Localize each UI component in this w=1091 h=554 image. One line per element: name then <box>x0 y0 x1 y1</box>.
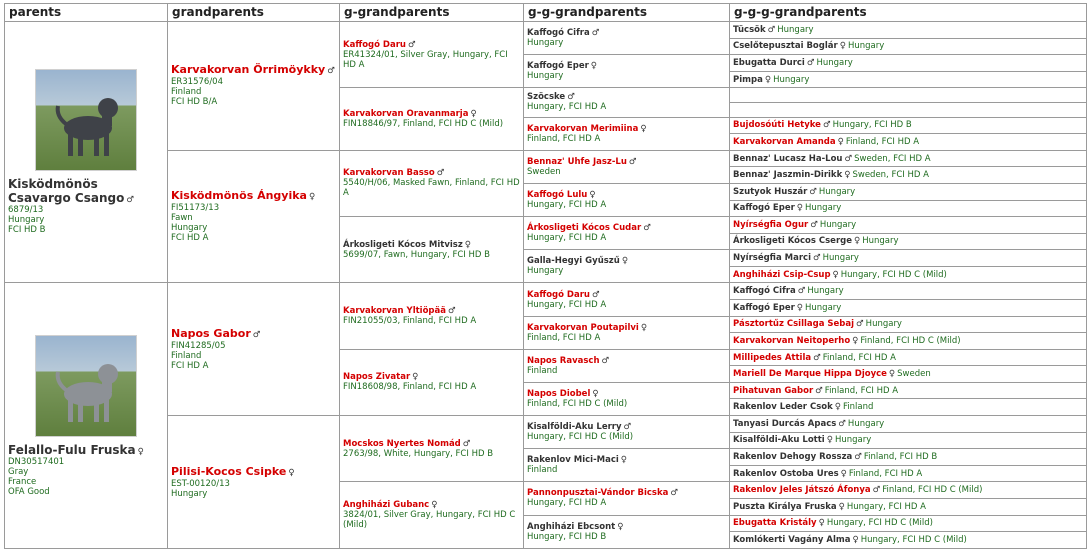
g-g-grandparent-cell <box>524 183 730 216</box>
dog-details: Hungary <box>822 253 859 264</box>
grandparent-cell <box>168 150 340 283</box>
dog-name-line <box>171 328 336 341</box>
sex-symbol: ♀ <box>592 388 599 399</box>
dog-name: Puszta Királya Fruska <box>733 501 837 512</box>
dog-detail: FCI HD A <box>171 233 209 244</box>
dog-name: Árkosligeti Kócos Cserge <box>733 236 852 247</box>
dog-name: Tanyasi Durcás Apacs <box>733 418 837 429</box>
dog-detail: Fawn <box>171 213 193 224</box>
pedigree-row <box>5 416 1087 433</box>
dog-name: Árkosligeti Kócos Mitvisz <box>343 239 463 250</box>
sex-symbol: ♀ <box>826 435 833 446</box>
dog-details: Hungary <box>777 24 814 35</box>
dog-detail: DN30517401 <box>8 456 65 467</box>
dog-photo <box>35 69 137 171</box>
g-g-grandparent-cell <box>524 416 730 449</box>
dog-details: Hungary, FCI HD C (Mild) <box>840 269 947 280</box>
dog-details: Finland, FCI HD C (Mild) <box>882 485 983 496</box>
g-g-g-grandparent-cell <box>730 399 1087 416</box>
dog-name: Szutyok Huszár <box>733 186 808 197</box>
parent-cell <box>5 283 168 549</box>
dog-detail: FIN41285/05 <box>171 340 226 351</box>
dog-name: Ebugatta Kristály <box>733 518 817 529</box>
dog-name-line <box>343 40 520 50</box>
dog-details: Hungary <box>819 219 857 230</box>
sex-symbol: ♀ <box>764 74 772 85</box>
dog-details: Hungary <box>816 57 853 68</box>
dog-name: Napos Diobel <box>527 388 591 399</box>
sex-symbol: ♂ <box>591 28 600 39</box>
sex-symbol: ♂ <box>854 452 862 462</box>
g-g-g-grandparent-cell <box>730 432 1087 449</box>
dog-name: Karvakorvan Yltiöpää <box>343 306 446 317</box>
dog-details: Hungary, FCI HD A <box>527 299 607 310</box>
dog-details: Finland <box>527 465 558 476</box>
dog-name-line <box>343 109 520 119</box>
dog-details: Hungary, FCI HD A <box>527 102 607 113</box>
dog-name-line <box>171 466 336 479</box>
dog-name: Kaffogó Eper <box>733 203 795 214</box>
dog-details: Hungary <box>834 435 872 446</box>
dog-details: Hungary <box>805 302 842 313</box>
dog-name-line <box>527 28 726 38</box>
dog-name: Karvakorvan Oravanmarja <box>343 109 469 120</box>
dog-details: Hungary, FCI HD A <box>846 501 926 512</box>
sex-symbol: ♀ <box>640 123 647 134</box>
sex-symbol: ♂ <box>813 352 821 363</box>
dog-details: 2763/98, White, Hungary, FCI HD B <box>343 448 494 459</box>
dog-details: Hungary <box>527 266 564 277</box>
dog-name: Bennaz' Jaszmin-Dirikk <box>733 170 843 181</box>
parent-cell <box>5 22 168 283</box>
header-parents: parents <box>5 4 168 22</box>
dog-name: Kisködmönös Csavargo Csango <box>8 177 125 206</box>
g-g-g-grandparent-cell <box>730 449 1087 466</box>
dog-detail: Hungary <box>8 215 45 226</box>
sex-symbol: ♀ <box>852 535 859 546</box>
dog-details: Hungary, FCI HD A <box>527 200 607 211</box>
dog-details: Hungary, FCI HD A <box>527 233 607 244</box>
dog-name: Szöcske <box>527 92 566 103</box>
dog-detail: FCI HD A <box>171 360 209 371</box>
dog-details: Sweden <box>897 369 931 380</box>
g-g-grandparent-cell <box>524 382 730 415</box>
sex-symbol: ♂ <box>628 156 637 167</box>
dog-name-line <box>171 64 336 77</box>
g-g-g-grandparent-cell <box>730 71 1087 88</box>
dog-name: Rakenlov Jeles Játszó Áfonya <box>733 485 871 496</box>
dog-details: FIN18608/98, Finland, FCI HD A <box>343 382 477 393</box>
dog-name: Anghiházi Ebcsont <box>527 521 616 532</box>
dog-name: Rakenlov Leder Csok <box>733 402 833 413</box>
dog-name: Rakenlov Mici-Maci <box>527 455 619 466</box>
g-g-grandparent-cell <box>524 482 730 515</box>
g-g-grandparent-cell <box>524 55 730 88</box>
header-grandparents: grandparents <box>168 4 340 22</box>
g-g-grandparent-cell <box>524 283 730 316</box>
dog-name-line <box>527 190 726 200</box>
sex-symbol: ♂ <box>670 488 678 499</box>
dog-detail: FCI HD B <box>8 225 46 236</box>
dog-name-line <box>8 443 164 457</box>
sex-symbol: ♀ <box>834 402 841 413</box>
sex-symbol: ♀ <box>431 500 438 511</box>
g-grandparent-cell <box>340 349 524 415</box>
dog-name: Komlókerti Vagány Alma <box>733 535 851 546</box>
dog-detail: OFA Good <box>8 486 50 497</box>
dog-name: Cselőtepusztai Boglár <box>733 41 838 52</box>
dog-name: Pásztortűz Csillaga Sebaj <box>733 319 855 330</box>
g-g-g-grandparent-cell <box>730 200 1087 217</box>
dog-details: Sweden, FCI HD A <box>852 170 929 181</box>
dog-details: Finland, FCI HD B <box>863 452 938 462</box>
g-grandparent-cell <box>340 416 524 482</box>
sex-symbol: ♀ <box>617 521 624 532</box>
dog-detail: Finland <box>171 350 202 361</box>
dog-name-line <box>527 455 726 465</box>
dog-name: Karvakorvan Neitoperho <box>733 335 851 346</box>
dog-name: Kaffogó Eper <box>527 61 589 72</box>
dog-name: Pimpa <box>733 74 763 85</box>
dog-details: Hungary, FCI HD B <box>832 120 912 131</box>
sex-symbol: ♀ <box>832 269 839 280</box>
dog-details: Hungary <box>847 41 885 52</box>
sex-symbol: ♂ <box>126 195 134 206</box>
dog-details: FIN18846/97, Finland, FCI HD C (Mild) <box>343 119 504 130</box>
sex-symbol: ♀ <box>844 170 851 181</box>
dog-details: FIN21055/03, Finland, FCI HD A <box>343 316 477 327</box>
dog-name-line <box>343 500 520 510</box>
dog-details: Hungary <box>805 203 842 214</box>
g-g-g-grandparent-cell <box>730 382 1087 399</box>
g-g-g-grandparent-cell <box>730 532 1087 549</box>
dog-details: Finland, FCI HD A <box>527 133 601 144</box>
sex-symbol: ♀ <box>839 41 846 52</box>
g-grandparent-cell <box>340 283 524 349</box>
g-g-grandparent-cell <box>524 515 730 548</box>
dog-name: Pannonpusztai-Vándor Bicska <box>527 488 669 499</box>
sex-symbol: ♂ <box>462 438 471 449</box>
dog-name: Kaffogó Daru <box>343 39 406 50</box>
dog-name-line <box>527 488 726 498</box>
dog-name-line <box>343 306 520 316</box>
g-g-g-grandparent-cell <box>730 38 1087 55</box>
dog-name: Anghiházi Csip-Csup <box>733 269 831 280</box>
dog-name: Kaffogó Eper <box>733 302 795 313</box>
sex-symbol: ♀ <box>589 190 596 201</box>
sex-symbol: ♂ <box>856 319 864 330</box>
g-g-grandparent-cell <box>524 117 730 150</box>
sex-symbol: ♂ <box>327 66 335 77</box>
dog-photo <box>35 335 137 437</box>
dog-name-line <box>171 190 336 203</box>
g-g-g-grandparent-cell <box>730 416 1087 433</box>
sex-symbol: ♀ <box>840 468 847 479</box>
pedigree-row <box>5 22 1087 39</box>
sex-symbol: ♀ <box>888 369 896 380</box>
sex-symbol: ♀ <box>796 203 804 214</box>
dog-details: Finland, FCI HD C (Mild) <box>527 398 628 409</box>
sex-symbol: ♂ <box>623 422 632 433</box>
dog-detail: ER31576/04 <box>171 77 223 88</box>
g-g-g-grandparent-cell <box>730 150 1087 167</box>
dog-name: Mocskos Nyertes Nomád <box>343 438 461 449</box>
dog-details: Hungary <box>847 418 885 429</box>
sex-symbol: ♂ <box>815 385 823 396</box>
sex-symbol: ♂ <box>872 485 881 496</box>
dog-detail: FI51173/13 <box>171 203 220 214</box>
sex-symbol: ♂ <box>797 286 806 297</box>
dog-name: Karvakorvan Poutapilvi <box>527 322 639 333</box>
dog-detail: EST-00120/13 <box>171 478 230 489</box>
sex-symbol: ♂ <box>567 92 575 103</box>
g-g-g-grandparent-cell <box>730 498 1087 515</box>
g-g-g-grandparent-cell <box>730 333 1087 350</box>
dog-name: Karvakorvan Örrimöykky <box>171 63 326 77</box>
dog-name: Rakenlov Ostoba Ures <box>733 468 839 479</box>
sex-symbol: ♂ <box>407 39 416 50</box>
sex-symbol: ♂ <box>447 306 456 317</box>
g-grandparent-cell <box>340 88 524 151</box>
dog-details: ER41324/01, Silver Gray, Hungary, FCI HD A <box>343 49 508 70</box>
dog-name-line <box>527 61 726 71</box>
sex-symbol: ♀ <box>412 372 419 383</box>
g-g-g-grandparent-cell <box>730 55 1087 72</box>
dog-details: Hungary, FCI HD C (Mild) <box>826 518 933 529</box>
g-g-g-grandparent-cell <box>730 515 1087 532</box>
g-g-g-grandparent-cell <box>730 349 1087 366</box>
g-g-grandparent-cell <box>524 88 730 117</box>
dog-details: Hungary, FCI HD A <box>527 498 607 509</box>
g-g-grandparent-cell <box>524 316 730 349</box>
sex-symbol: ♂ <box>809 186 817 197</box>
g-g-g-grandparent-cell <box>730 102 1087 117</box>
dog-name-line <box>527 124 726 134</box>
dog-details: Sweden <box>527 166 561 177</box>
dog-name: Bennaz' Lucasz Ha-Lou <box>733 153 843 164</box>
dog-details: Hungary <box>773 74 810 85</box>
dog-details: Sweden, FCI HD A <box>854 153 931 164</box>
dog-name: Kaffogó Cifra <box>733 286 796 297</box>
g-g-grandparent-cell <box>524 150 730 183</box>
dog-name: Árkosligeti Kócos Cudar <box>527 223 642 234</box>
dog-name-line <box>527 356 726 366</box>
g-g-g-grandparent-cell <box>730 316 1087 333</box>
dog-details: Hungary, FCI HD C (Mild) <box>527 432 634 443</box>
dog-name: Bujdosóúti Hetyke <box>733 120 821 131</box>
sex-symbol: ♂ <box>436 168 445 179</box>
sex-symbol: ♀ <box>838 501 845 512</box>
dog-name: Rakenlov Dehogy Rossza <box>733 452 853 462</box>
dog-details: Hungary <box>527 38 564 49</box>
sex-symbol: ♀ <box>464 239 472 250</box>
g-g-g-grandparent-cell <box>730 366 1087 383</box>
dog-name: Karvakorvan Merimiina <box>527 123 639 134</box>
g-g-g-grandparent-cell <box>730 465 1087 482</box>
dog-name: Kaffogó Lulu <box>527 190 588 201</box>
pedigree-row <box>5 283 1087 300</box>
dog-details: 5540/H/06, Masked Fawn, Finland, FCI HD A <box>343 178 520 199</box>
dog-name: Kisködmönös Ángyika <box>171 189 307 203</box>
sex-symbol: ♂ <box>806 57 815 68</box>
dog-detail: Hungary <box>171 223 208 234</box>
g-grandparent-cell <box>340 22 524 88</box>
dog-name: Millipedes Attila <box>733 352 812 363</box>
dog-details: Finland <box>842 402 874 413</box>
dog-detail: Finland <box>171 87 202 98</box>
header-row <box>5 4 1087 22</box>
grandparent-cell <box>168 416 340 549</box>
dog-name: Felallo-Fulu Fruska <box>8 442 136 457</box>
g-g-g-grandparent-cell <box>730 283 1087 300</box>
dog-name: Kaffogó Daru <box>527 289 590 300</box>
dog-details: Hungary <box>807 286 844 297</box>
g-g-g-grandparent-cell <box>730 117 1087 134</box>
sex-symbol: ♂ <box>601 355 610 366</box>
dog-details: Finland, FCI HD C (Mild) <box>860 335 961 346</box>
dog-name: Mariell De Marque Hippa Djoyce <box>733 369 887 380</box>
dog-name-line <box>527 256 726 266</box>
dog-details: Hungary <box>865 319 902 330</box>
sex-symbol: ♂ <box>838 418 846 429</box>
sex-symbol: ♀ <box>796 302 804 313</box>
header-g-grandparents: g-grandparents <box>340 4 524 22</box>
dog-detail: Hungary <box>171 488 208 499</box>
dog-name-line <box>343 240 520 250</box>
dog-name-line <box>527 157 726 167</box>
sex-symbol: ♀ <box>590 61 598 72</box>
header-g-g-grandparents: g-g-grandparents <box>524 4 730 22</box>
dog-details: Hungary, FCI HD C (Mild) <box>860 535 967 546</box>
dog-details: Finland, FCI HD A <box>824 385 899 396</box>
dog-name: Kisalföldi-Aku Lerry <box>527 422 622 433</box>
dog-name-line <box>527 522 726 532</box>
dog-name: Napos Gabor <box>171 326 251 340</box>
dog-detail: FCI HD B/A <box>171 97 218 108</box>
dog-details: Finland, FCI HD A <box>848 468 923 479</box>
g-g-grandparent-cell <box>524 449 730 482</box>
dog-detail: 6879/13 <box>8 205 44 216</box>
dog-name-line <box>8 177 164 205</box>
dog-name: Napos Ravasch <box>527 355 600 366</box>
sex-symbol: ♀ <box>818 518 825 529</box>
dog-detail: France <box>8 476 37 487</box>
dog-detail: Gray <box>8 466 29 477</box>
dog-name-line <box>527 389 726 399</box>
sex-symbol: ♀ <box>137 446 144 457</box>
dog-details: Hungary, FCI HD B <box>527 531 607 542</box>
g-g-g-grandparent-cell <box>730 482 1087 499</box>
g-g-grandparent-cell <box>524 22 730 55</box>
sex-symbol: ♀ <box>308 192 316 203</box>
g-grandparent-cell <box>340 217 524 283</box>
dog-details: Hungary <box>862 236 899 247</box>
dog-name: Karvakorvan Basso <box>343 168 435 179</box>
g-g-grandparent-cell <box>524 349 730 382</box>
dog-details: Hungary <box>527 71 564 82</box>
sex-symbol: ♂ <box>810 219 818 230</box>
dog-name-line <box>343 168 520 178</box>
dog-name-line <box>343 439 520 449</box>
sex-symbol: ♂ <box>813 253 821 264</box>
sex-symbol: ♂ <box>643 223 651 234</box>
sex-symbol: ♀ <box>621 256 629 267</box>
dog-name: Napos Zivatar <box>343 372 411 383</box>
dog-name: Nyírségfia Ogur <box>733 219 809 230</box>
g-g-g-grandparent-cell <box>730 22 1087 39</box>
g-g-g-grandparent-cell <box>730 217 1087 234</box>
g-g-g-grandparent-cell <box>730 233 1087 250</box>
sex-symbol: ♂ <box>822 120 831 131</box>
g-grandparent-cell <box>340 482 524 549</box>
dog-name: Tücsök <box>733 24 766 35</box>
dog-details: 3824/01, Silver Gray, Hungary, FCI HD C (Mild) <box>343 510 516 531</box>
sex-symbol: ♀ <box>640 322 648 333</box>
dog-name-line <box>527 323 726 333</box>
g-g-g-grandparent-cell <box>730 167 1087 184</box>
g-g-grandparent-cell <box>524 250 730 283</box>
dog-name: Pilisi-Kocos Csipke <box>171 464 287 478</box>
g-g-g-grandparent-cell <box>730 266 1087 283</box>
g-g-grandparent-cell <box>524 217 730 250</box>
pedigree-table <box>4 3 1087 549</box>
dog-name: Ebugatta Durci <box>733 57 805 68</box>
dog-name: Nyírségfia Marci <box>733 253 812 264</box>
sex-symbol: ♀ <box>620 455 628 466</box>
dog-name-line <box>343 372 520 382</box>
dog-details: Finland, FCI HD A <box>845 137 920 148</box>
dog-name-line <box>527 92 726 102</box>
g-g-g-grandparent-cell <box>730 134 1087 151</box>
grandparent-cell <box>168 22 340 151</box>
dog-details: Finland <box>527 365 558 376</box>
g-g-g-grandparent-cell <box>730 250 1087 267</box>
g-g-g-grandparent-cell <box>730 300 1087 317</box>
sex-symbol: ♂ <box>252 329 261 340</box>
g-grandparent-cell <box>340 150 524 216</box>
dog-name: Kaffogó Cifra <box>527 28 590 39</box>
dog-details: Finland, FCI HD A <box>822 352 896 363</box>
dog-name-line <box>527 422 726 432</box>
g-g-g-grandparent-cell <box>730 88 1087 103</box>
g-g-g-grandparent-cell <box>730 183 1087 200</box>
dog-name: Bennaz' Uhfe Jasz-Lu <box>527 156 627 167</box>
sex-symbol: ♀ <box>853 236 861 247</box>
dog-name: Anghiházi Gubanc <box>343 500 430 511</box>
sex-symbol: ♀ <box>837 137 844 148</box>
dog-name: Pihatuvan Gabor <box>733 385 814 396</box>
sex-symbol: ♀ <box>852 335 859 346</box>
dog-name: Kisalföldi-Aku Lotti <box>733 435 825 446</box>
dog-name-line <box>527 223 726 233</box>
dog-name: Galla-Hegyi Gyűszű <box>527 256 620 267</box>
header-g-g-g-grandparents: g-g-g-grandparents <box>730 4 1087 22</box>
sex-symbol: ♂ <box>591 289 600 300</box>
dog-name: Karvakorvan Amanda <box>733 137 836 148</box>
pedigree-row <box>5 150 1087 167</box>
sex-symbol: ♀ <box>470 109 477 120</box>
grandparent-cell <box>168 283 340 416</box>
sex-symbol: ♂ <box>844 153 853 164</box>
sex-symbol: ♀ <box>288 467 295 478</box>
dog-name-line <box>527 290 726 300</box>
dog-details: Hungary <box>818 186 856 197</box>
dog-details: Finland, FCI HD A <box>527 332 601 343</box>
dog-details: 5699/07, Fawn, Hungary, FCI HD B <box>343 249 490 260</box>
sex-symbol: ♂ <box>767 24 776 35</box>
